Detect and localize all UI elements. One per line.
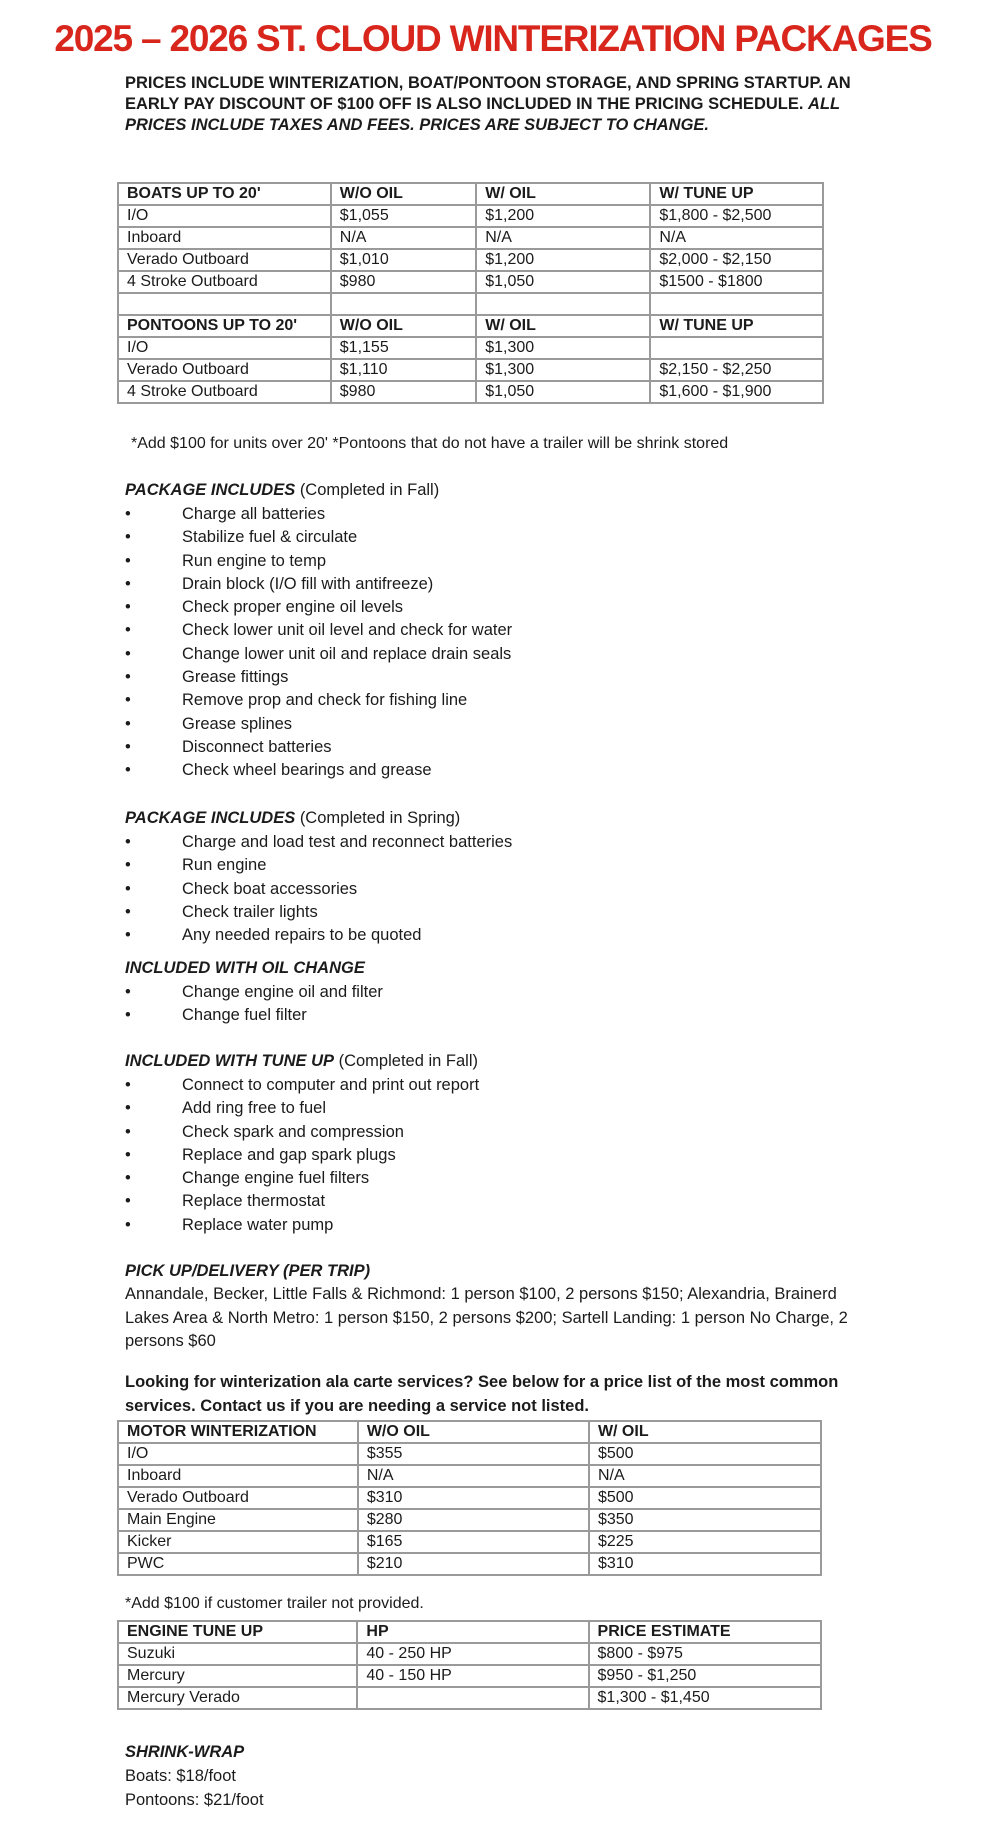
table-row [118,1465,821,1487]
list-item-text: Remove prop and check for fishing line [182,691,468,710]
table-cell [331,293,476,315]
pickup-heading: PICK UP/DELIVERY (PER TRIP) [125,1262,371,1280]
table-cell: $800 - $975 [589,1643,821,1665]
list-item [125,1074,479,1097]
table-cell: 4 Stroke Outboard [118,271,331,293]
table-header-cell: PONTOONS UP TO 20' [118,315,331,337]
list-item-text: Change lower unit oil and replace drain seals [182,644,512,663]
list-item-text: Check spark and compression [182,1122,404,1141]
table-row [118,1531,821,1553]
table-cell: I/O [118,1443,358,1465]
table-row [118,249,823,271]
table-header-cell: MOTOR WINTERIZATION [118,1421,358,1443]
shrink-pontoons: Pontoons: $21/foot [125,1791,264,1809]
table-cell: $310 [358,1487,589,1509]
bullet-icon: • [125,926,131,945]
pickup-text: Annandale, Becker, Little Falls & Richmond: 1 person $100, 2 persons $150; Alexandria, Brainerd Lakes Area & North Metro: 1 person $150, 2 persons $200; Sartell Landing: 1 person No Charge, 2 persons $60 [125,1285,848,1350]
list-item [125,831,512,854]
list-item [125,643,512,666]
table-cell: $1,600 - $1,900 [650,381,823,403]
table-cell: I/O [118,205,331,227]
list-item [125,759,512,782]
table-cell: $350 [589,1509,821,1531]
table-cell: $1500 - $1800 [650,271,823,293]
table-row [118,1643,821,1665]
bullet-icon: • [125,761,131,780]
bullet-icon: • [125,528,131,547]
table-header-cell: W/ OIL [476,315,650,337]
list-item-text: Check proper engine oil levels [182,598,404,617]
list-item [125,596,512,619]
bullet-icon: • [125,1006,131,1025]
list-item [125,550,512,573]
bullet-icon: • [125,1192,131,1211]
bullet-icon: • [125,668,131,687]
list-item [125,1190,479,1213]
list-item [125,1144,479,1167]
table-header-cell: PRICE ESTIMATE [589,1621,821,1643]
bullet-icon: • [125,644,131,663]
table-cell: $310 [589,1553,821,1575]
table-cell: 4 Stroke Outboard [118,381,331,403]
table-spacer-row [118,293,823,315]
table-header-cell: W/ OIL [589,1421,821,1443]
table-cell: $1,200 [476,249,650,271]
tune-up-list [125,1074,479,1237]
list-item [125,736,512,759]
list-item-text: Change fuel filter [182,1006,307,1025]
list-item-text: Replace water pump [182,1215,334,1234]
table-header-cell: W/O OIL [331,183,476,205]
table-cell [476,293,650,315]
list-item-text: Grease splines [182,714,293,733]
bullet-icon: • [125,1169,131,1188]
table-header-row [118,1421,821,1443]
table-cell: $1,155 [331,337,476,359]
list-item [125,1214,479,1237]
table-cell: Inboard [118,1465,358,1487]
table-cell: Suzuki [118,1643,357,1665]
list-item [125,901,512,924]
table-row [118,381,823,403]
bullet-icon: • [125,598,131,617]
table-row [118,1553,821,1575]
list-item-text: Check boat accessories [182,879,358,898]
table-row [118,271,823,293]
table-cell: Mercury Verado [118,1687,357,1709]
bullet-icon: • [125,856,131,875]
spring-package-list [125,831,512,947]
table-cell: I/O [118,337,331,359]
list-item-text: Connect to computer and print out report [182,1076,480,1094]
list-item-text: Any needed repairs to be quoted [182,926,422,945]
bullet-icon: • [125,737,131,756]
bullet-icon: • [125,691,131,710]
list-item-text: Replace thermostat [182,1192,326,1211]
bullet-icon: • [125,1215,131,1234]
table-header-cell: W/O OIL [331,315,476,337]
table-header-cell: W/O OIL [358,1421,589,1443]
bullet-icon: • [125,505,131,523]
table-cell: $980 [331,271,476,293]
bullet-icon: • [125,902,131,921]
table-header-cell: W/ TUNE UP [650,183,823,205]
list-item-text: Change engine fuel filters [182,1169,370,1188]
table-cell: Verado Outboard [118,359,331,381]
oil-change-heading: INCLUDED WITH OIL CHANGE [125,959,365,977]
table-header-cell: HP [357,1621,588,1643]
oil-change-list [125,981,383,1028]
table-header-cell: W/ TUNE UP [650,315,823,337]
table-cell: $1,200 [476,205,650,227]
table-cell: $1,110 [331,359,476,381]
list-item [125,1097,479,1120]
list-item-text: Run engine to temp [182,551,327,570]
table-cell: $165 [358,1531,589,1553]
bullet-icon: • [125,879,131,898]
motor-winterization-table [117,1420,822,1576]
table-cell: $210 [358,1553,589,1575]
bullet-icon: • [125,1145,131,1164]
list-item-text: Run engine [182,856,267,875]
list-item-text: Charge all batteries [182,505,326,523]
table-cell: $1,055 [331,205,476,227]
list-item-text: Charge and load test and reconnect batteries [182,833,513,851]
list-item-text: Add ring free to fuel [182,1099,327,1118]
table-cell: Mercury [118,1665,357,1687]
bullet-icon: • [125,1122,131,1141]
table-cell: $355 [358,1443,589,1465]
intro-italic: ALL PRICES INCLUDE TAXES AND FEES. PRICES ARE SUBJECT TO CHANGE. [125,95,840,134]
bullet-icon: • [125,1099,131,1118]
motor-note: *Add $100 if customer trailer not provided. [125,1595,424,1612]
list-item [125,666,512,689]
list-item-text: Change engine oil and filter [182,983,383,1001]
table-cell: $1,050 [476,381,650,403]
table-cell: $500 [589,1443,821,1465]
table-row [118,205,823,227]
list-item-text: Disconnect batteries [182,737,332,756]
list-item [125,854,512,877]
table-row [118,337,823,359]
table-cell: N/A [476,227,650,249]
table-row [118,1665,821,1687]
table-header-cell: BOATS UP TO 20' [118,183,331,205]
bullet-icon: • [125,574,131,593]
table-cell: $225 [589,1531,821,1553]
table-cell: $500 [589,1487,821,1509]
table-row [118,1509,821,1531]
list-item [125,689,512,712]
table-header-cell: W/ OIL [476,183,650,205]
list-item [125,924,512,947]
fall-package-list [125,503,512,783]
table-cell: N/A [358,1465,589,1487]
table-header-cell: ENGINE TUNE UP [118,1621,357,1643]
table-row [118,1487,821,1509]
alacarte-text: Looking for winterization ala carte services? See below for a price list of the most common services. Contact us if you are needing a service not listed. [125,1373,839,1415]
list-item [125,573,512,596]
engine-tune-up-table [117,1620,822,1710]
bullet-icon: • [125,833,131,851]
table-cell: $2,000 - $2,150 [650,249,823,271]
table-cell: 40 - 150 HP [357,1665,588,1687]
table-cell: N/A [331,227,476,249]
table-cell: $1,300 [476,359,650,381]
table-cell: Main Engine [118,1509,358,1531]
table-cell: $280 [358,1509,589,1531]
spring-package-heading: PACKAGE INCLUDES (Completed in Spring) [125,809,461,827]
list-item [125,619,512,642]
table-cell: $1,800 - $2,500 [650,205,823,227]
table-cell: $950 - $1,250 [589,1665,821,1687]
list-item [125,1004,383,1027]
intro-text [125,73,895,136]
list-item [125,713,512,736]
table-row [118,227,823,249]
bullet-icon: • [125,551,131,570]
table-cell: Verado Outboard [118,249,331,271]
table-cell [650,293,823,315]
packages-table [117,182,824,404]
table-cell: PWC [118,1553,358,1575]
list-item [125,878,512,901]
list-item-text: Replace and gap spark plugs [182,1145,396,1164]
bullet-icon: • [125,621,131,640]
tune-up-heading: INCLUDED WITH TUNE UP (Completed in Fall) [125,1052,478,1070]
shrink-wrap-heading: SHRINK-WRAP [125,1743,245,1761]
table-cell: Inboard [118,227,331,249]
list-item [125,1167,479,1190]
bullet-icon: • [125,983,131,1001]
table-header-row [118,315,823,337]
list-item-text: Grease fittings [182,668,289,687]
table-cell: N/A [589,1465,821,1487]
table-cell [357,1687,588,1709]
table-cell: $1,010 [331,249,476,271]
bullet-icon: • [125,714,131,733]
table-header-row [118,183,823,205]
table-header-row [118,1621,821,1643]
shrink-boats: Boats: $18/foot [125,1767,236,1785]
list-item-text: Check lower unit oil level and check for water [182,621,513,640]
list-item [125,526,512,549]
table-cell: 40 - 250 HP [357,1643,588,1665]
list-item [125,503,512,526]
list-item [125,981,383,1004]
table-cell: Kicker [118,1531,358,1553]
intro-main: PRICES INCLUDE WINTERIZATION, BOAT/PONTOON STORAGE, AND SPRING STARTUP. AN EARLY PAY DISCOUNT OF $100 OFF IS ALSO INCLUDED IN THE PRICING SCHEDULE. [125,74,851,113]
bullet-icon: • [125,1076,131,1094]
list-item-text: Stabilize fuel & circulate [182,528,358,547]
table-cell: $1,300 [476,337,650,359]
table-row [118,359,823,381]
table-cell: $980 [331,381,476,403]
table-cell [118,293,331,315]
fall-package-heading: PACKAGE INCLUDES (Completed in Fall) [125,481,440,499]
table-row [118,1443,821,1465]
table-cell [650,337,823,359]
page-title: 2025 – 2026 ST. CLOUD WINTERIZATION PACKAGES [54,18,932,59]
list-item-text: Drain block (I/O fill with antifreeze) [182,574,434,593]
packages-note: *Add $100 for units over 20' *Pontoons that do not have a trailer will be shrink stored [131,435,729,452]
table-row [118,1687,821,1709]
list-item-text: Check trailer lights [182,902,318,921]
table-cell: $2,150 - $2,250 [650,359,823,381]
list-item-text: Check wheel bearings and grease [182,761,432,780]
table-cell: $1,300 - $1,450 [589,1687,821,1709]
table-cell: Verado Outboard [118,1487,358,1509]
list-item [125,1121,479,1144]
table-cell: N/A [650,227,823,249]
table-cell: $1,050 [476,271,650,293]
